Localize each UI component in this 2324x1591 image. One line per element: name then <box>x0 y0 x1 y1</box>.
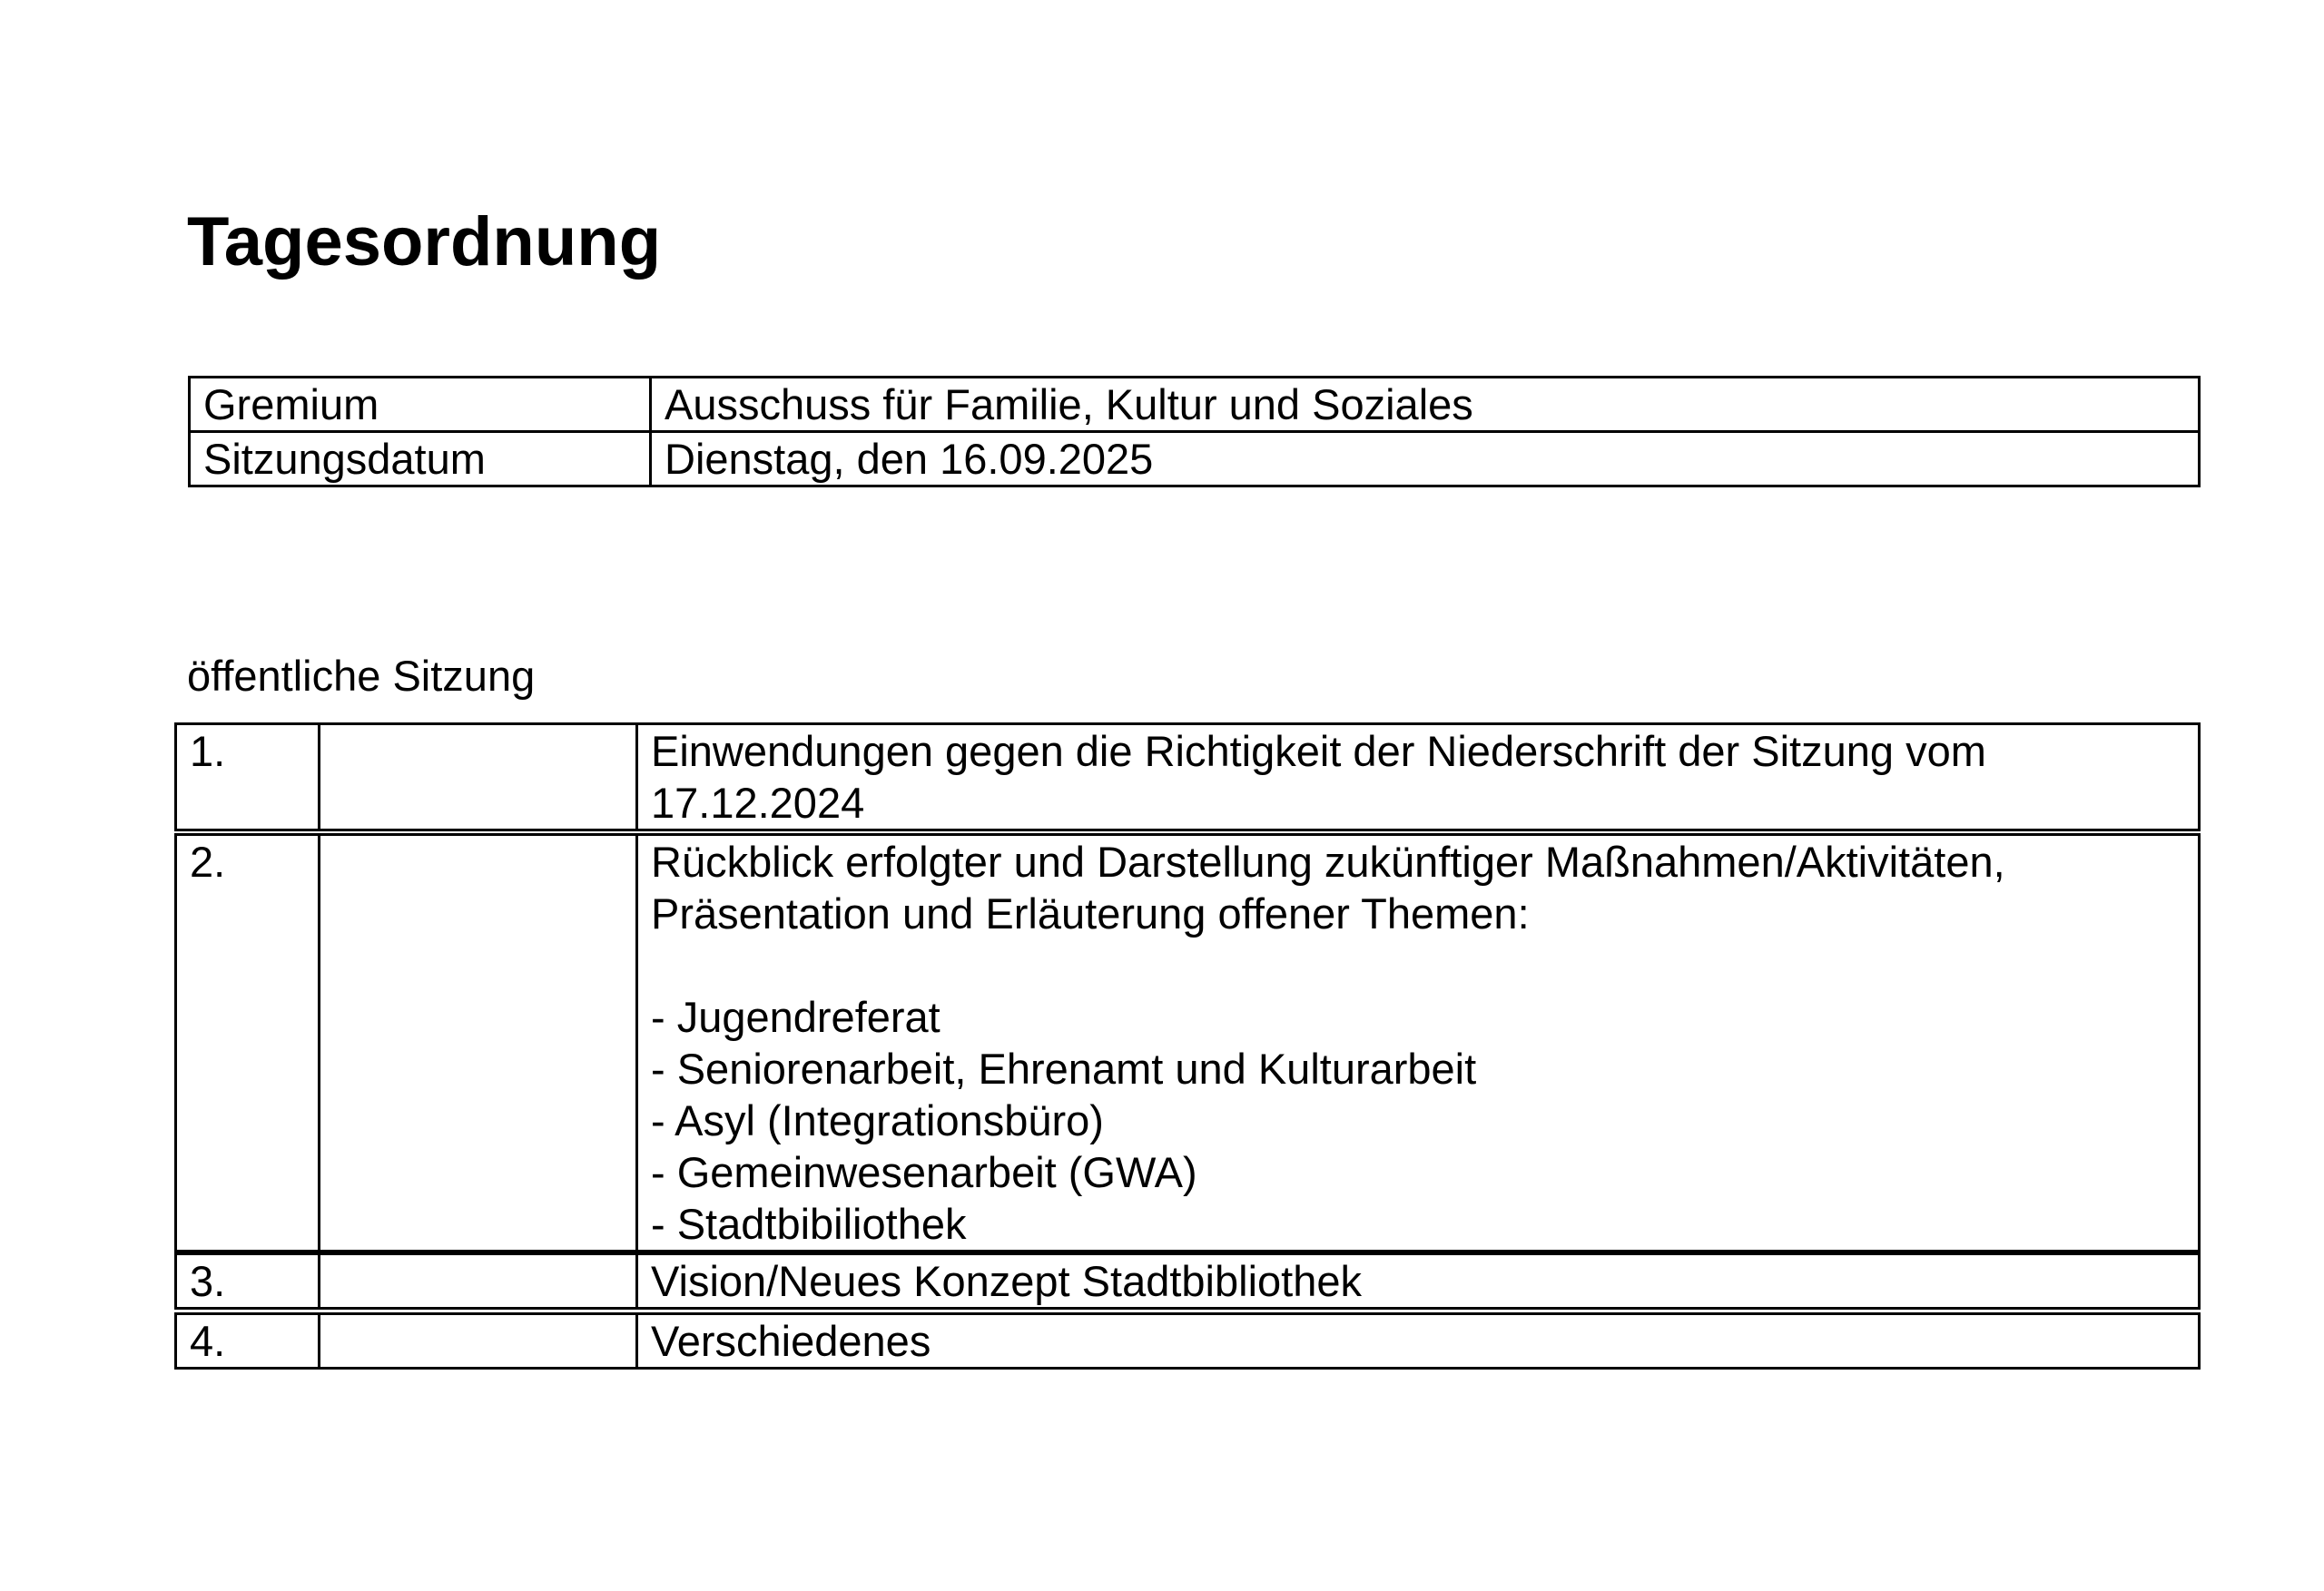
meeting-info-table <box>188 376 2201 487</box>
agenda-item-ref <box>320 1254 637 1309</box>
agenda-item-text <box>637 724 2200 830</box>
agenda-subitem: - Seniorenarbeit, Ehrenamt und Kulturarbeit <box>651 1045 1477 1093</box>
date-row <box>190 432 2200 486</box>
date-value: Dienstag, den 16.09.2025 <box>651 432 2200 486</box>
agenda-item-text <box>637 835 2200 1252</box>
agenda-item-text <box>637 1254 2200 1309</box>
agenda-item-line: Vision/Neues Konzept Stadtbibliothek <box>651 1257 1362 1305</box>
agenda-item <box>174 833 2201 1252</box>
agenda-subitem: - Stadtbibiliothek <box>651 1200 967 1248</box>
agenda-subitem: - Jugendreferat <box>651 993 940 1041</box>
agenda-item-line: Präsentation und Erläuterung offener Themen: <box>651 889 1530 938</box>
section-heading: öffentliche Sitzung <box>187 652 536 700</box>
date-label: Sitzungsdatum <box>190 432 651 486</box>
agenda-subitem: - Asyl (Integrationsbüro) <box>651 1096 1104 1144</box>
agenda-item-text <box>637 1314 2200 1369</box>
gremium-row <box>190 378 2200 432</box>
page-title: Tagesordnung <box>187 203 662 280</box>
agenda-item-line: Verschiedenes <box>651 1317 931 1365</box>
gremium-value: Ausschuss für Familie, Kultur und Soziales <box>651 378 2200 432</box>
agenda-item <box>174 722 2201 831</box>
gremium-label: Gremium <box>190 378 651 432</box>
agenda-item-number: 2. <box>176 835 320 1252</box>
agenda-item-ref <box>320 1314 637 1369</box>
agenda-item-line: Rückblick erfolgter und Darstellung zukünftiger Maßnahmen/Aktivitäten, <box>651 838 2005 886</box>
agenda-item-number: 1. <box>176 724 320 830</box>
agenda-item-line: Einwendungen gegen die Richtigkeit der Niederschrift der Sitzung vom <box>651 727 1986 775</box>
agenda-item-number: 3. <box>176 1254 320 1309</box>
agenda-item-ref <box>320 724 637 830</box>
agenda-item-ref <box>320 835 637 1252</box>
agenda-subitem: - Gemeinwesenarbeit (GWA) <box>651 1148 1197 1196</box>
agenda-item <box>174 1312 2201 1370</box>
agenda-item-line: 17.12.2024 <box>651 779 865 827</box>
agenda-item-number: 4. <box>176 1314 320 1369</box>
agenda-item <box>174 1252 2201 1310</box>
